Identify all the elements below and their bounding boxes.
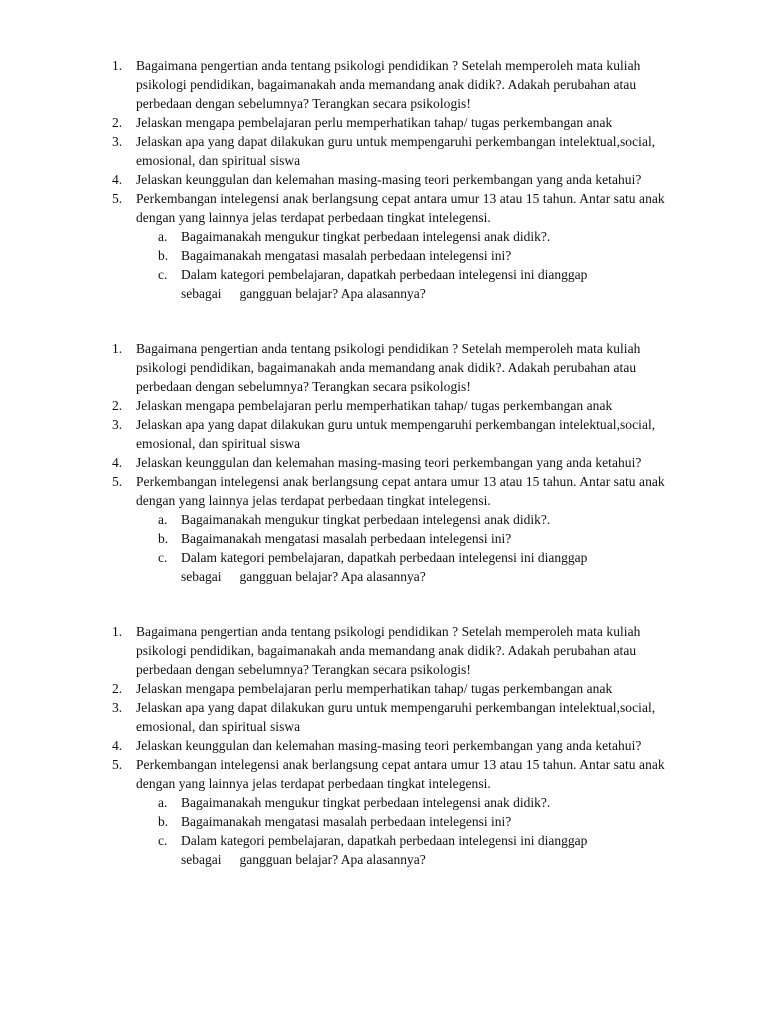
question-number: 5. <box>112 191 123 206</box>
sub-text: Bagaimanakah mengatasi masalah perbedaan intelegensi ini? <box>181 531 512 546</box>
question-text: Jelaskan apa yang dapat dilakukan guru untuk mempengaruhi perkembangan intelektual,social, emosional, dan spiritual siswa <box>136 134 656 168</box>
question-text: Jelaskan keunggulan dan kelemahan masing-masing teori perkembangan yang anda ketahui? <box>136 172 642 187</box>
question-4 <box>0 170 768 189</box>
question-text: Jelaskan keunggulan dan kelemahan masing-masing teori perkembangan yang anda ketahui? <box>136 455 642 470</box>
question-text: Jelaskan apa yang dapat dilakukan guru untuk mempengaruhi perkembangan intelektual,social, emosional, dan spiritual siswa <box>136 700 656 734</box>
question-5 <box>0 472 768 510</box>
sub-text-sebagai: sebagai <box>181 852 222 867</box>
question-text: Jelaskan mengapa pembelajaran perlu memperhatikan tahap/ tugas perkembangan anak <box>136 398 613 413</box>
question-number: 5. <box>112 757 123 772</box>
question-4 <box>0 736 768 755</box>
question-text: Bagaimana pengertian anda tentang psikologi pendidikan ? Setelah memperoleh mata kuliah psikologi pendidikan, bagaimanakah anda memandang anak didik?. Adakah perubahan atau perbedaan dengan sebelumnya? Terangkan secara psikologis! <box>136 341 641 394</box>
sub-question-a <box>0 227 768 246</box>
question-number: 4. <box>112 172 123 187</box>
sub-question-b <box>0 246 768 265</box>
question-2 <box>0 679 768 698</box>
sub-text-rest: gangguan belajar? Apa alasannya? <box>239 569 426 584</box>
sub-text: Dalam kategori pembelajaran, dapatkah perbedaan intelegensi ini dianggap <box>181 267 588 282</box>
question-number: 2. <box>112 398 123 413</box>
sub-text: Dalam kategori pembelajaran, dapatkah perbedaan intelegensi ini dianggap <box>181 833 588 848</box>
sub-letter: a. <box>158 229 168 244</box>
question-block-1 <box>0 56 768 303</box>
sub-text: Bagaimanakah mengatasi masalah perbedaan intelegensi ini? <box>181 814 512 829</box>
sub-letter: b. <box>158 814 169 829</box>
sub-letter: c. <box>158 550 168 565</box>
sub-question-b <box>0 812 768 831</box>
sub-text-rest: gangguan belajar? Apa alasannya? <box>239 286 426 301</box>
sub-text-line2 <box>181 850 681 869</box>
sub-letter: c. <box>158 267 168 282</box>
question-text: Jelaskan apa yang dapat dilakukan guru untuk mempengaruhi perkembangan intelektual,social, emosional, dan spiritual siswa <box>136 417 656 451</box>
sub-question-a <box>0 793 768 812</box>
question-text: Bagaimana pengertian anda tentang psikologi pendidikan ? Setelah memperoleh mata kuliah psikologi pendidikan, bagaimanakah anda memandang anak didik?. Adakah perubahan atau perbedaan dengan sebelumnya? Terangkan secara psikologis! <box>136 624 641 677</box>
question-number: 1. <box>112 58 123 73</box>
question-number: 4. <box>112 738 123 753</box>
sub-text: Bagaimanakah mengukur tingkat perbedaan intelegensi anak didik?. <box>181 795 551 810</box>
question-number: 3. <box>112 417 123 432</box>
sub-text-line2 <box>181 284 681 303</box>
sub-text: Bagaimanakah mengatasi masalah perbedaan intelegensi ini? <box>181 248 512 263</box>
question-text: Jelaskan keunggulan dan kelemahan masing-masing teori perkembangan yang anda ketahui? <box>136 738 642 753</box>
question-5 <box>0 189 768 227</box>
sub-text-rest: gangguan belajar? Apa alasannya? <box>239 852 426 867</box>
question-1 <box>0 622 768 679</box>
question-number: 5. <box>112 474 123 489</box>
sub-text-line2 <box>181 567 681 586</box>
sub-letter: b. <box>158 248 169 263</box>
question-number: 2. <box>112 681 123 696</box>
sub-letter: a. <box>158 512 168 527</box>
sub-text-sebagai: sebagai <box>181 286 222 301</box>
question-number: 1. <box>112 341 123 356</box>
question-text: Jelaskan mengapa pembelajaran perlu memperhatikan tahap/ tugas perkembangan anak <box>136 115 613 130</box>
question-3 <box>0 132 768 170</box>
question-1 <box>0 339 768 396</box>
question-3 <box>0 698 768 736</box>
question-number: 3. <box>112 700 123 715</box>
sub-text-sebagai: sebagai <box>181 569 222 584</box>
sub-letter: c. <box>158 833 168 848</box>
sub-question-b <box>0 529 768 548</box>
question-number: 1. <box>112 624 123 639</box>
sub-question-c <box>0 831 768 869</box>
sub-letter: a. <box>158 795 168 810</box>
sub-text: Dalam kategori pembelajaran, dapatkah perbedaan intelegensi ini dianggap <box>181 550 588 565</box>
question-3 <box>0 415 768 453</box>
question-2 <box>0 396 768 415</box>
question-text: Bagaimana pengertian anda tentang psikologi pendidikan ? Setelah memperoleh mata kuliah psikologi pendidikan, bagaimanakah anda memandang anak didik?. Adakah perubahan atau perbedaan dengan sebelumnya? Terangkan secara psikologis! <box>136 58 641 111</box>
sub-question-c <box>0 265 768 303</box>
question-1 <box>0 56 768 113</box>
question-text: Perkembangan intelegensi anak berlangsung cepat antara umur 13 atau 15 tahun. Antar satu anak dengan yang lainnya jelas terdapat perbedaan tingkat intelegensi. <box>136 757 665 791</box>
question-text: Perkembangan intelegensi anak berlangsung cepat antara umur 13 atau 15 tahun. Antar satu anak dengan yang lainnya jelas terdapat perbedaan tingkat intelegensi. <box>136 191 665 225</box>
question-number: 4. <box>112 455 123 470</box>
question-block-3 <box>0 622 768 869</box>
sub-text: Bagaimanakah mengukur tingkat perbedaan intelegensi anak didik?. <box>181 229 551 244</box>
question-4 <box>0 453 768 472</box>
question-number: 3. <box>112 134 123 149</box>
question-block-2 <box>0 339 768 586</box>
question-5 <box>0 755 768 793</box>
question-2 <box>0 113 768 132</box>
question-number: 2. <box>112 115 123 130</box>
sub-text: Bagaimanakah mengukur tingkat perbedaan intelegensi anak didik?. <box>181 512 551 527</box>
sub-letter: b. <box>158 531 169 546</box>
question-text: Jelaskan mengapa pembelajaran perlu memperhatikan tahap/ tugas perkembangan anak <box>136 681 613 696</box>
question-text: Perkembangan intelegensi anak berlangsung cepat antara umur 13 atau 15 tahun. Antar satu anak dengan yang lainnya jelas terdapat perbedaan tingkat intelegensi. <box>136 474 665 508</box>
sub-question-c <box>0 548 768 586</box>
sub-question-a <box>0 510 768 529</box>
